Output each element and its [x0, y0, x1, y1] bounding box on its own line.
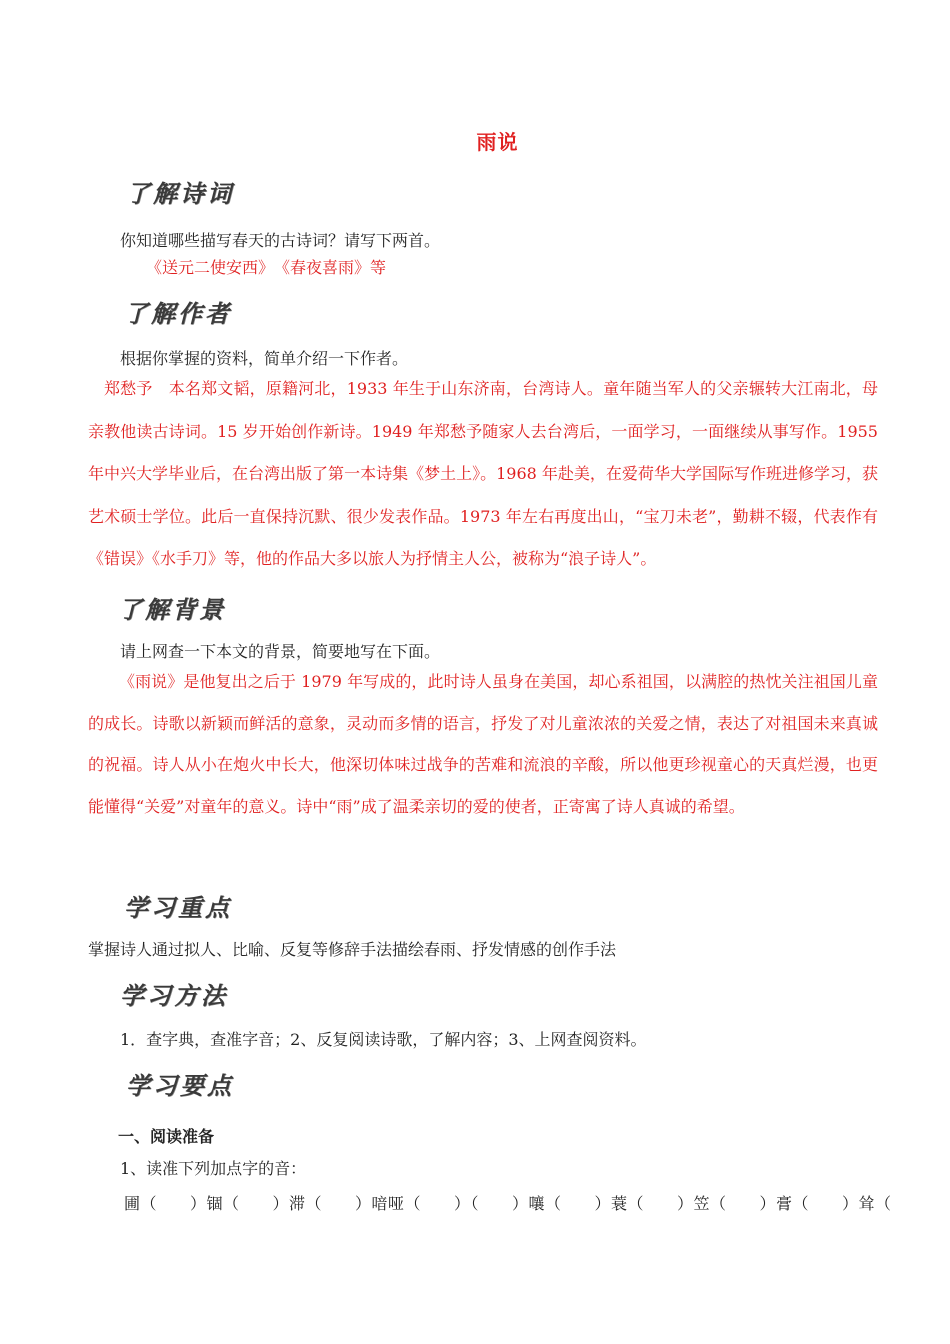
poetry-question: 你知道哪些描写春天的古诗词？请写下两首。: [120, 231, 441, 250]
section-heading-points: 学习要点: [126, 1072, 234, 1100]
method-text: 1．查字典，查准字音；2、反复阅读诗歌，了解内容；3、上网查阅资料。: [120, 1030, 647, 1049]
section-heading-poetry: 了解诗词: [126, 180, 234, 208]
reading-prep-item: 1、读准下列加点字的音：: [120, 1159, 307, 1178]
background-question: 请上网查一下本文的背景，简要地写在下面。: [120, 642, 441, 661]
page-title: 雨说: [476, 130, 519, 154]
reading-prep-heading: 一、阅读准备: [118, 1127, 215, 1146]
background-answer: 《雨说》是他复出之后于 1979 年写成的，此时诗人虽身在美国，却心系祖国，以满腔的热忱关注祖国儿童的成长。诗歌以新颖而鲜活的意象，灵动而多情的语言，抒发了对儿童浓浓的关爱之情，表达了对祖国未来真诚的祝福。诗人从小在炮火中长大，他深切体味过战争的苦难和流浪的辛酸，所以他更珍视童心的天真烂漫，也更能懂得“关爱”对童年的意义。诗中“雨”成了温柔亲切的爱的使者，正寄寓了诗人真诚的希望。: [88, 672, 878, 816]
section-heading-background: 了解背景: [118, 596, 226, 624]
section-heading-focus: 学习重点: [124, 894, 232, 922]
poetry-answer: 《送元二使安西》 《春夜喜雨》等: [146, 258, 387, 277]
section-heading-method: 学习方法: [120, 982, 228, 1010]
focus-text: 掌握诗人通过拟人、比喻、反复等修辞手法描绘春雨、抒发情感的创作手法: [88, 940, 617, 959]
section-heading-author: 了解作者: [124, 300, 232, 328]
pronunciation-chars: 圃（ ）锢（ ）滞（ ）喑哑（ ）（ ）嚷（ ）蓑（ ）笠（ ）膏（ ）耸（: [124, 1194, 892, 1213]
author-question: 根据你掌握的资料，简单介绍一下作者。: [120, 349, 409, 368]
author-answer: 郑愁予 本名郑文韬，原籍河北，1933 年生于山东济南，台湾诗人。童年随当军人的父亲辗转大江南北，母亲教他读古诗词。15 岁开始创作新诗。1949 年郑愁予随家人去台湾后，一面学习，一面继续从事写作。1955 年中兴大学毕业后，在台湾出版了第一本诗集《梦土上》。1968 年赴美，在爱荷华大学国际写作班进修学习，获艺术硕士学位。此后一直保持沉默、很少发表作品。1973 年左右再度出山，“宝刀未老”，勤耕不辍，代表作有《错误》《水手刀》等，他的作品大多以旅人为抒情主人公，被称为“浪子诗人”。: [88, 379, 878, 568]
